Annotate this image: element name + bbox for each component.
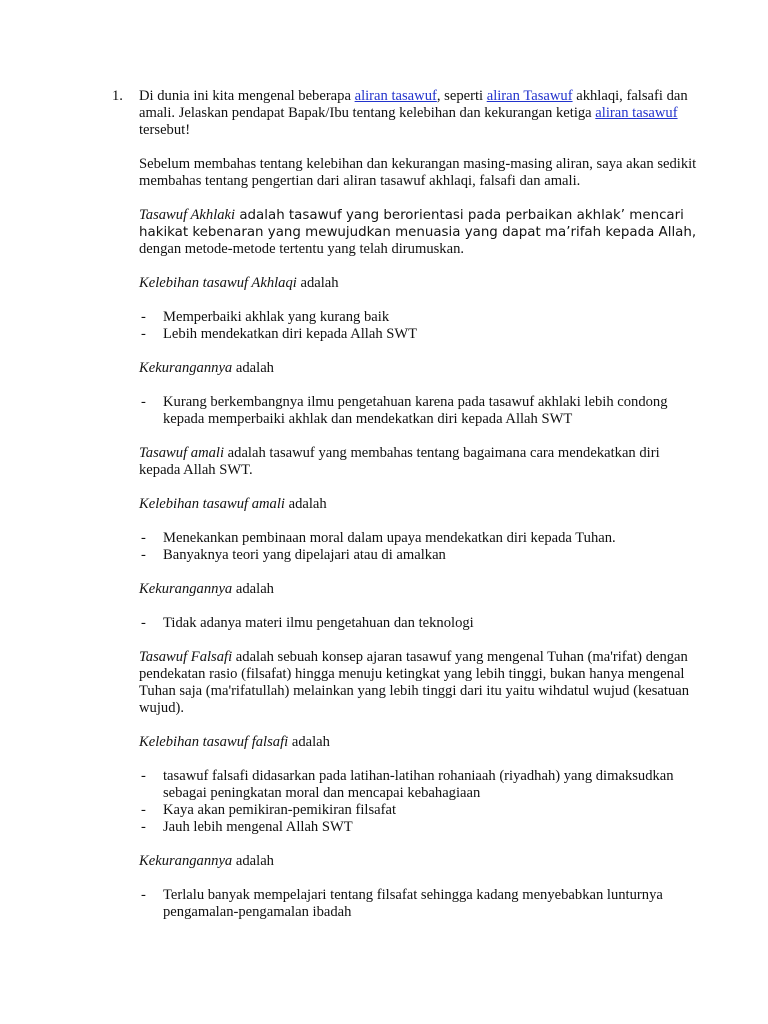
amali-plus-heading bbox=[139, 496, 699, 513]
amali-plus-list bbox=[139, 530, 699, 564]
heading-adalah: adalah bbox=[232, 360, 274, 376]
heading-italic: Kelebihan tasawuf amali bbox=[139, 496, 285, 512]
akhlaqi-minus-heading bbox=[139, 360, 699, 377]
link-aliran-tasawuf-2[interactable]: aliran Tasawuf bbox=[486, 88, 573, 104]
akhlaqi-plus-list bbox=[139, 309, 699, 343]
question-text-part: Di dunia ini kita mengenal beberapa bbox=[139, 88, 355, 104]
question-text-part: tersebut! bbox=[139, 122, 191, 138]
heading-italic: Kelebihan tasawuf Akhlaqi bbox=[139, 275, 297, 291]
answer-body bbox=[139, 156, 699, 921]
falsafi-minus-heading bbox=[139, 853, 699, 870]
question-text-part: , seperti bbox=[436, 88, 487, 104]
list-item: - Banyaknya teori yang dipelajari atau di amalkan bbox=[139, 547, 699, 564]
akhlaqi-plus-heading bbox=[139, 275, 699, 292]
falsafi-minus-list bbox=[139, 887, 699, 921]
falsafi-plus-list bbox=[139, 768, 699, 836]
list-item: - Menekankan pembinaan moral dalam upaya mendekatkan diri kepada Tuhan. bbox=[139, 530, 699, 547]
heading-italic: Kekurangannya bbox=[139, 853, 233, 869]
question-text bbox=[139, 88, 692, 139]
list-item: - Kaya akan pemikiran-pemikiran filsafat bbox=[139, 802, 699, 819]
heading-adalah: adalah bbox=[284, 496, 327, 512]
question-number: 1. bbox=[112, 88, 123, 104]
falsafi-plus-heading bbox=[139, 734, 699, 751]
link-aliran-tasawuf-1[interactable]: aliran tasawuf bbox=[354, 88, 437, 104]
intro-paragraph: Sebelum membahas tentang kelebihan dan kekurangan masing-masing aliran, saya akan sedikit membahas tentang pengertian dari aliran tasawuf akhlaqi, falsafi dan amali. bbox=[139, 156, 697, 189]
heading-italic: Kekurangannya bbox=[139, 360, 233, 376]
falsafi-definition bbox=[139, 649, 699, 717]
link-aliran-tasawuf-3[interactable]: aliran tasawuf bbox=[595, 105, 678, 121]
heading-adalah: adalah bbox=[232, 581, 274, 597]
akhlaqi-def-serif: dengan metode-metode tertentu yang telah dirumuskan. bbox=[139, 241, 465, 257]
amali-minus-heading bbox=[139, 581, 699, 598]
heading-adalah: adalah bbox=[232, 853, 274, 869]
falsafi-term: Tasawuf Falsafi bbox=[139, 649, 233, 665]
akhlaqi-term: Tasawuf Akhlaki bbox=[139, 207, 236, 223]
amali-def: adalah tasawuf yang membahas tentang bagaimana cara mendekatkan diri kepada Allah SWT. bbox=[139, 445, 660, 478]
heading-adalah: adalah bbox=[296, 275, 339, 291]
akhlaqi-definition bbox=[139, 207, 699, 258]
amali-definition bbox=[139, 445, 699, 479]
question-item bbox=[112, 88, 692, 139]
list-item: - Jauh lebih mengenal Allah SWT bbox=[139, 819, 699, 836]
amali-term: Tasawuf amali bbox=[139, 445, 225, 461]
list-item: - Terlalu banyak mempelajari tentang filsafat sehingga kadang menyebabkan lunturnya pengamalan-pengamalan ibadah bbox=[139, 887, 699, 921]
akhlaqi-minus-list bbox=[139, 394, 699, 428]
heading-italic: Kekurangannya bbox=[139, 581, 233, 597]
akhlaqi-def-sans: adalah tasawuf yang berorientasi pada perbaikan akhlak’ mencari hakikat kebenaran yang mewujudkan menuasia yang dapat ma’rifah kepada Allah, bbox=[139, 208, 697, 240]
question-text-part: akhlaqi, falsafi dan amali. Jelaskan pendapat Bapak/Ibu tentang kelebihan dan kekurangan ketiga bbox=[139, 88, 688, 121]
list-item: - Memperbaiki akhlak yang kurang baik bbox=[139, 309, 699, 326]
list-item: - Kurang berkembangnya ilmu pengetahuan karena pada tasawuf akhlaki lebih condong kepada memperbaiki akhlak dan mendekatkan diri kepada Allah SWT bbox=[139, 394, 699, 428]
heading-italic: Kelebihan tasawuf falsafi bbox=[139, 734, 289, 750]
falsafi-def: adalah sebuah konsep ajaran tasawuf yang mengenal Tuhan (ma'rifat) dengan pendekatan rasio (filsafat) hingga menuju ketingkat yang lebih tinggi, bukan hanya mengenal Tuhan saja (ma'rifatullah) melainkan yang lebih tinggi dari itu yaitu wihdatul wujud (kesatuan wujud). bbox=[139, 649, 690, 716]
list-item: - Lebih mendekatkan diri kepada Allah SWT bbox=[139, 326, 699, 343]
heading-adalah: adalah bbox=[288, 734, 330, 750]
amali-minus-list bbox=[139, 615, 699, 632]
list-item: - Tidak adanya materi ilmu pengetahuan dan teknologi bbox=[139, 615, 699, 632]
list-item: - tasawuf falsafi didasarkan pada latihan-latihan rohaniaah (riyadhah) yang dimaksudkan sebagai peningkatan moral dan mencapai kebahagiaan bbox=[139, 768, 699, 802]
